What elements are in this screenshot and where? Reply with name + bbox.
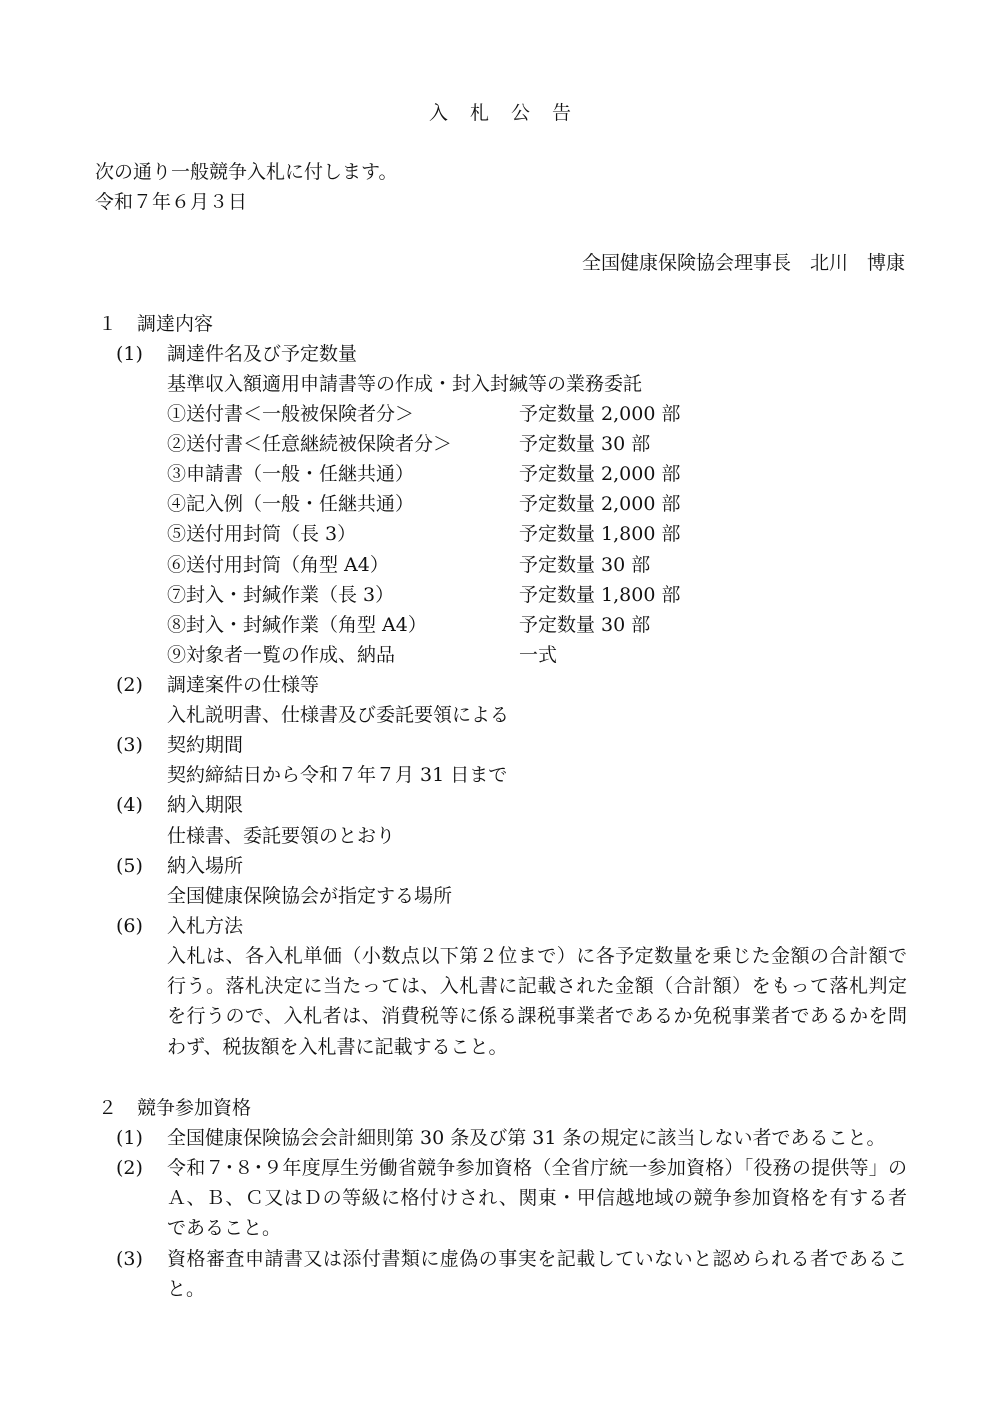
item-name: ②送付書＜任意継続被保険者分＞ xyxy=(167,433,453,455)
document-title: 入札公告 xyxy=(428,102,593,124)
section-2-2-number: (2) xyxy=(116,1157,143,1179)
issuer-name: 全国健康保険協会理事長 北川 博康 xyxy=(581,252,905,274)
item-quantity: 一式 xyxy=(519,644,558,666)
section-2-number: ２ xyxy=(98,1097,118,1119)
section-1-2-number: (2) xyxy=(116,674,143,696)
section-1-6-title: 入札方法 xyxy=(167,915,244,937)
item-name: ⑦封入・封緘作業（長 3） xyxy=(167,584,395,606)
procurement-subject: 基準収入額適用申請書等の作成・封入封緘等の業務委託 xyxy=(167,373,643,395)
section-1-2-body: 入札説明書、仕様書及び委託要領による xyxy=(167,704,510,726)
item-name: ⑥送付用封筒（角型 A4） xyxy=(167,554,389,576)
section-2-1-number: (1) xyxy=(116,1127,143,1149)
section-1-4-number: (4) xyxy=(116,794,143,816)
item-name: ③申請書（一般・任継共通） xyxy=(167,463,415,485)
item-name: ④記入例（一般・任継共通） xyxy=(167,493,415,515)
item-quantity: 予定数量 2,000 部 xyxy=(519,463,681,485)
section-1-5-title: 納入場所 xyxy=(167,855,244,877)
section-1-4-body: 仕様書、委託要領のとおり xyxy=(167,825,396,847)
section-1-1-number: (1) xyxy=(116,343,143,365)
section-1-number: １ xyxy=(98,313,118,335)
item-name: ⑧封入・封緘作業（角型 A4） xyxy=(167,614,427,636)
issue-date: 令和７年６月３日 xyxy=(95,191,248,213)
section-1-4-title: 納入期限 xyxy=(167,794,244,816)
item-name: ⑤送付用封筒（長 3） xyxy=(167,523,357,545)
item-name: ⑨対象者一覧の作成、納品 xyxy=(167,644,396,666)
section-1-3-body: 契約締結日から令和７年７月 31 日まで xyxy=(167,764,508,786)
section-2-1-body: 全国健康保険協会会計細則第 30 条及び第 31 条の規定に該当しない者であること。 xyxy=(167,1127,886,1149)
section-1-title: 調達内容 xyxy=(137,313,214,335)
item-quantity: 予定数量 2,000 部 xyxy=(519,403,681,425)
item-quantity: 予定数量 30 部 xyxy=(519,554,651,576)
item-quantity: 予定数量 1,800 部 xyxy=(519,523,681,545)
section-2-3-number: (3) xyxy=(116,1248,143,1270)
section-1-3-title: 契約期間 xyxy=(167,734,244,756)
bidding-method-paragraph: 入札は、各入札単価（小数点以下第２位まで）に各予定数量を乗じた金額の合計額で行う。落札決定に当たっては、入札書に記載された金額（合計額）をもって落札判定を行うので、入札者は、消費税等に係る課税事業者であるか免税事業者であるかを問わず、税抜額を入札書に記載すること。 xyxy=(167,945,907,1058)
section-1-5-body: 全国健康保険協会が指定する場所 xyxy=(167,885,453,907)
section-1-3-number: (3) xyxy=(116,734,143,756)
section-2-3-body: 資格審査申請書又は添付書類に虚偽の事実を記載していないと認められる者であること。 xyxy=(167,1248,907,1301)
section-1-6-number: (6) xyxy=(116,915,143,937)
section-1-2-title: 調達案件の仕様等 xyxy=(167,674,320,696)
section-1-1-title: 調達件名及び予定数量 xyxy=(167,343,358,365)
item-quantity: 予定数量 30 部 xyxy=(519,614,651,636)
section-2-title: 競争参加資格 xyxy=(137,1097,252,1119)
item-quantity: 予定数量 1,800 部 xyxy=(519,584,681,606)
section-1-5-number: (5) xyxy=(116,855,143,877)
section-2-2-body: 令和７･８･９年度厚生労働省競争参加資格（全省庁統一参加資格）「役務の提供等」のＡ、Ｂ、Ｃ又はＤの等級に格付けされ、関東・甲信越地域の競争参加資格を有する者であること。 xyxy=(167,1157,907,1240)
intro-text: 次の通り一般競争入札に付します。 xyxy=(95,161,398,183)
item-quantity: 予定数量 2,000 部 xyxy=(519,493,681,515)
item-quantity: 予定数量 30 部 xyxy=(519,433,651,455)
item-name: ①送付書＜一般被保険者分＞ xyxy=(167,403,415,425)
